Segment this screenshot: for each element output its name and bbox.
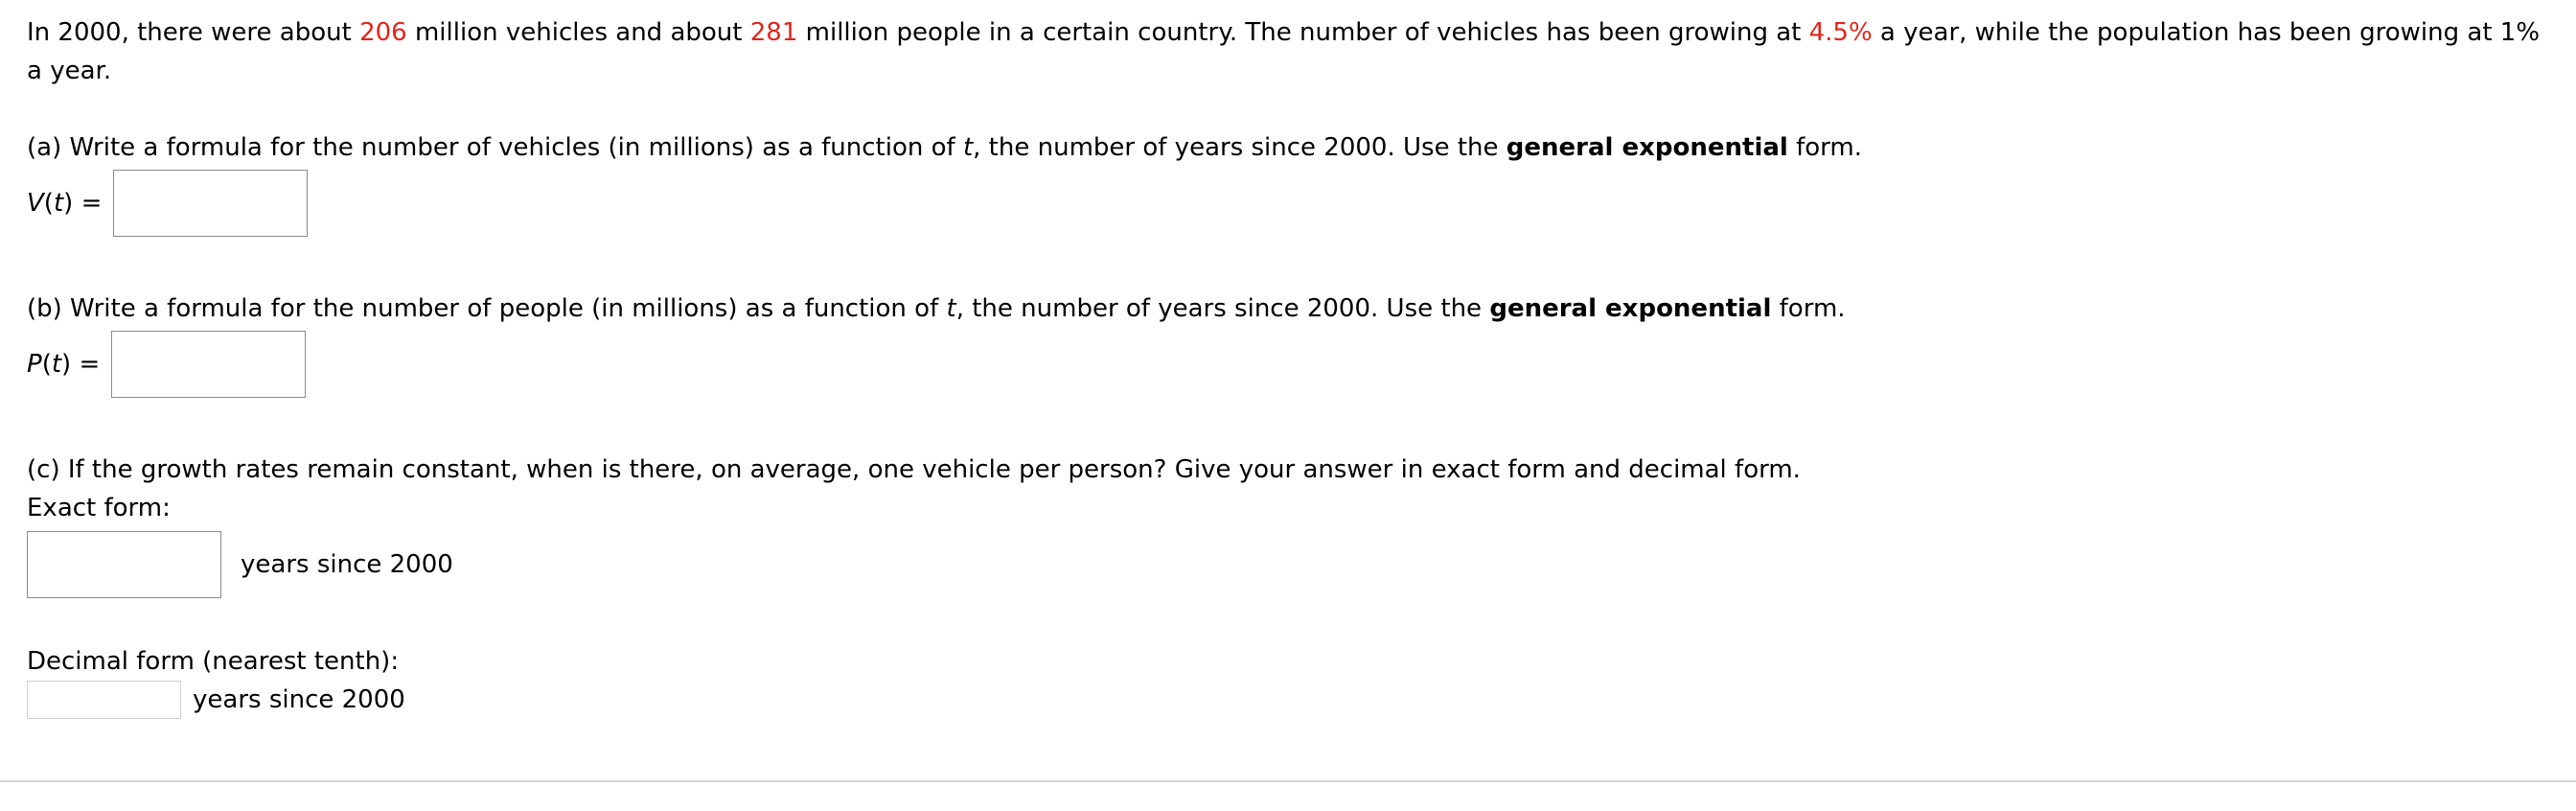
v-of-t-input[interactable]	[113, 170, 308, 237]
p-of-t-input[interactable]	[111, 331, 306, 398]
part-b-prompt	[27, 290, 2557, 328]
bottom-divider	[0, 780, 2576, 782]
vehicle-growth-rate-value: 4.5%	[1808, 18, 1873, 47]
population-value: 281	[749, 18, 798, 47]
part-b-variable: t	[946, 294, 956, 323]
part-a-answer-row	[27, 170, 2557, 237]
question-content	[27, 0, 2557, 719]
part-a-prompt	[27, 128, 2557, 167]
decimal-form-units: years since 2000	[193, 685, 405, 714]
v-of-t-label: V(t) =	[27, 189, 103, 218]
decimal-form-answer-row	[27, 681, 2557, 719]
p-function-arg: t	[51, 350, 62, 379]
intro-text-4: a year, while the population has been growing at 1% a year.	[27, 18, 2541, 85]
part-a-variable: t	[962, 133, 974, 162]
p-function-name: P	[27, 350, 42, 379]
part-b-text-3: form.	[1771, 294, 1846, 323]
part-a-text-1: (a) Write a formula for the number of vehicles (in millions) as a function of	[27, 133, 963, 162]
decimal-form-label: Decimal form (nearest tenth):	[27, 647, 400, 676]
part-c-prompt: (c) If the growth rates remain constant, when is there, on average, one vehicle per person? Give your answer in exact form and decimal form.	[27, 455, 1801, 484]
part-b-text-2: , the number of years since 2000. Use the	[955, 294, 1490, 323]
v-function-name: V	[27, 189, 44, 218]
part-b-answer-row	[27, 331, 2557, 398]
v-equals-sign: =	[73, 189, 103, 218]
exact-form-units: years since 2000	[241, 550, 453, 579]
part-b-bold-text: general exponential	[1489, 294, 1772, 323]
vehicle-count-value: 206	[359, 18, 407, 47]
intro-text-3: million people in a certain country. The number of vehicles has been growing at	[797, 18, 1809, 47]
v-function-arg: t	[53, 189, 64, 218]
p-equals-sign: =	[71, 350, 101, 379]
intro-text-2: million vehicles and about	[406, 18, 750, 47]
intro-text-1: In 2000, there were about	[27, 18, 360, 47]
intro-paragraph	[27, 0, 2557, 90]
part-a-text-3: form.	[1787, 133, 1862, 162]
exact-form-answer-row	[27, 531, 2557, 598]
exact-form-label: Exact form:	[27, 494, 171, 522]
part-a-text-2: , the number of years since 2000. Use the	[973, 133, 1506, 162]
decimal-form-input[interactable]	[27, 681, 181, 719]
part-b-text-1: (b) Write a formula for the number of people (in millions) as a function of	[27, 294, 947, 323]
part-a-bold-text: general exponential	[1506, 133, 1788, 162]
p-of-t-label: P(t) =	[27, 350, 101, 379]
exact-form-input[interactable]	[27, 531, 221, 598]
